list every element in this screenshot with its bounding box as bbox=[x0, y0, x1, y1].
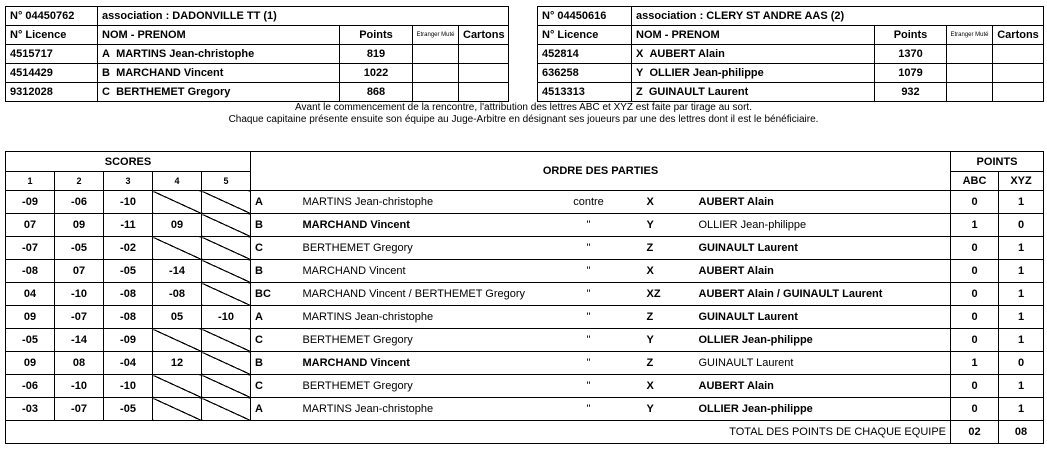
player-letter: Y bbox=[636, 67, 644, 79]
set-score: 09 bbox=[55, 214, 104, 237]
parties-table bbox=[5, 151, 1044, 444]
letter-a: A bbox=[251, 398, 299, 421]
player-name bbox=[98, 45, 340, 64]
separator: " bbox=[535, 283, 643, 306]
set-score: -10 bbox=[104, 375, 153, 398]
separator: " bbox=[535, 398, 643, 421]
col-licence-header: N° Licence bbox=[6, 26, 98, 45]
letter-b: Y bbox=[643, 214, 695, 237]
set-score bbox=[202, 191, 251, 214]
set-score bbox=[202, 329, 251, 352]
team-a-table bbox=[5, 6, 509, 102]
letter-a: A bbox=[251, 306, 299, 329]
set-score: 07 bbox=[55, 260, 104, 283]
player-b: GUINAULT Laurent bbox=[695, 352, 951, 375]
points-abc: 0 bbox=[951, 237, 999, 260]
set-score: -05 bbox=[6, 329, 55, 352]
letter-b: XZ bbox=[643, 283, 695, 306]
col-cartons-header: Cartons bbox=[993, 26, 1044, 45]
letter-b: Z bbox=[643, 237, 695, 260]
team-a-association: association : DADONVILLE TT (1) bbox=[98, 7, 509, 26]
player-b: AUBERT Alain bbox=[695, 375, 951, 398]
set-score: -08 bbox=[104, 283, 153, 306]
letter-b: Y bbox=[643, 329, 695, 352]
points-abc: 1 bbox=[951, 352, 999, 375]
player-a: MARCHAND Vincent bbox=[299, 260, 535, 283]
col-cartons-header: Cartons bbox=[459, 26, 509, 45]
player-letter: Z bbox=[636, 86, 643, 98]
player-b: AUBERT Alain / GUINAULT Laurent bbox=[695, 283, 951, 306]
player-etranger bbox=[947, 64, 993, 83]
set-score: -10 bbox=[55, 283, 104, 306]
set-score bbox=[153, 375, 202, 398]
points-abc: 0 bbox=[951, 283, 999, 306]
points-abc: 0 bbox=[951, 260, 999, 283]
separator: contre bbox=[535, 191, 643, 214]
set-score: -06 bbox=[55, 191, 104, 214]
set-score: -05 bbox=[104, 260, 153, 283]
col-points-header: Points bbox=[340, 26, 413, 45]
xyz-header: XYZ bbox=[999, 172, 1044, 191]
set-score: -11 bbox=[104, 214, 153, 237]
player-a: BERTHEMET Gregory bbox=[299, 375, 535, 398]
points-abc: 0 bbox=[951, 329, 999, 352]
match-row bbox=[6, 283, 1044, 306]
set-score: 09 bbox=[6, 306, 55, 329]
points-xyz: 1 bbox=[999, 306, 1044, 329]
letter-a: B bbox=[251, 260, 299, 283]
points-abc: 0 bbox=[951, 306, 999, 329]
set-header: 5 bbox=[202, 172, 251, 191]
set-score bbox=[202, 237, 251, 260]
set-score: 07 bbox=[6, 214, 55, 237]
team-a-player-row bbox=[6, 64, 509, 83]
player-etranger bbox=[413, 83, 459, 102]
player-name bbox=[632, 45, 875, 64]
player-points: 868 bbox=[340, 83, 413, 102]
set-score: -08 bbox=[104, 306, 153, 329]
set-header: 2 bbox=[55, 172, 104, 191]
player-etranger bbox=[413, 45, 459, 64]
player-a: MARTINS Jean-christophe bbox=[299, 398, 535, 421]
match-row bbox=[6, 214, 1044, 237]
player-b: GUINAULT Laurent bbox=[695, 306, 951, 329]
player-cartons bbox=[459, 64, 509, 83]
letter-a: C bbox=[251, 375, 299, 398]
letter-a: C bbox=[251, 237, 299, 260]
match-row bbox=[6, 375, 1044, 398]
points-xyz: 1 bbox=[999, 375, 1044, 398]
team-b-player-row bbox=[538, 83, 1044, 102]
player-licence: 4513313 bbox=[538, 83, 632, 102]
separator: " bbox=[535, 352, 643, 375]
letter-b: Y bbox=[643, 398, 695, 421]
letter-b: X bbox=[643, 191, 695, 214]
player-points: 932 bbox=[875, 83, 947, 102]
set-score bbox=[153, 398, 202, 421]
player-b: GUINAULT Laurent bbox=[695, 237, 951, 260]
player-licence: 452814 bbox=[538, 45, 632, 64]
total-row bbox=[6, 421, 1044, 444]
team-b-association: association : CLERY ST ANDRE AAS (2) bbox=[632, 7, 1044, 26]
set-score: -09 bbox=[6, 191, 55, 214]
points-xyz: 0 bbox=[999, 214, 1044, 237]
set-score bbox=[153, 329, 202, 352]
set-header: 4 bbox=[153, 172, 202, 191]
letter-b: Z bbox=[643, 352, 695, 375]
letter-b: Z bbox=[643, 306, 695, 329]
letter-a: A bbox=[251, 191, 299, 214]
match-row bbox=[6, 329, 1044, 352]
player-etranger bbox=[947, 45, 993, 64]
team-b-player-row bbox=[538, 64, 1044, 83]
set-score: -10 bbox=[202, 306, 251, 329]
player-letter: X bbox=[636, 48, 644, 60]
player-a: BERTHEMET Gregory bbox=[299, 237, 535, 260]
col-etranger-header: Etranger Muté bbox=[947, 26, 993, 45]
set-header: 3 bbox=[104, 172, 153, 191]
player-name bbox=[98, 83, 340, 102]
points-xyz: 1 bbox=[999, 191, 1044, 214]
total-abc: 02 bbox=[951, 421, 999, 444]
letter-b: X bbox=[643, 260, 695, 283]
points-xyz: 0 bbox=[999, 352, 1044, 375]
ordre-des-parties-header: ORDRE DES PARTIES bbox=[251, 152, 951, 191]
set-score: -06 bbox=[6, 375, 55, 398]
letter-b: X bbox=[643, 375, 695, 398]
match-row bbox=[6, 260, 1044, 283]
player-name bbox=[98, 64, 340, 83]
set-score: 08 bbox=[55, 352, 104, 375]
player-a: MARCHAND Vincent bbox=[299, 214, 535, 237]
player-points: 1079 bbox=[875, 64, 947, 83]
team-b-table bbox=[537, 6, 1044, 102]
team-a-player-row bbox=[6, 45, 509, 64]
col-licence-header: N° Licence bbox=[538, 26, 632, 45]
player-a: MARCHAND Vincent / BERTHEMET Gregory bbox=[299, 283, 535, 306]
total-label: TOTAL DES POINTS DE CHAQUE EQUIPE bbox=[6, 421, 951, 444]
player-licence: 4515717 bbox=[6, 45, 98, 64]
separator: " bbox=[535, 237, 643, 260]
set-score: 09 bbox=[6, 352, 55, 375]
set-score: -08 bbox=[6, 260, 55, 283]
player-name-text: BERTHEMET Gregory bbox=[116, 86, 231, 98]
notice-line-2: Chaque capitaine présente ensuite son équipe au Juge-Arbitre en désignant ses joueurs par une des lettres dont il est le bénéficiaire. bbox=[228, 114, 819, 125]
points-xyz: 1 bbox=[999, 398, 1044, 421]
col-nom-header: NOM - PRENOM bbox=[98, 26, 340, 45]
notice-line-1: Avant le commencement de la rencontre, l'attribution des lettres ABC et XYZ est faite par tirage au sort. bbox=[295, 102, 752, 113]
set-score: -10 bbox=[55, 375, 104, 398]
set-score: -08 bbox=[153, 283, 202, 306]
set-score: -14 bbox=[55, 329, 104, 352]
player-letter: B bbox=[102, 67, 110, 79]
player-name bbox=[632, 64, 875, 83]
set-score bbox=[153, 191, 202, 214]
player-cartons bbox=[993, 45, 1044, 64]
team-b-player-row bbox=[538, 45, 1044, 64]
player-points: 1022 bbox=[340, 64, 413, 83]
set-score: 09 bbox=[153, 214, 202, 237]
team-a-player-row bbox=[6, 83, 509, 102]
player-name-text: AUBERT Alain bbox=[649, 48, 725, 60]
player-licence: 9312028 bbox=[6, 83, 98, 102]
set-score bbox=[202, 260, 251, 283]
team-b-licence-no: N° 04450616 bbox=[538, 7, 632, 26]
player-name-text: MARCHAND Vincent bbox=[116, 67, 224, 79]
set-score: 12 bbox=[153, 352, 202, 375]
set-score: -09 bbox=[104, 329, 153, 352]
letter-a: BC bbox=[251, 283, 299, 306]
set-score: 05 bbox=[153, 306, 202, 329]
set-score bbox=[202, 352, 251, 375]
player-a: BERTHEMET Gregory bbox=[299, 329, 535, 352]
set-score: -04 bbox=[104, 352, 153, 375]
set-score: 04 bbox=[6, 283, 55, 306]
player-a: MARTINS Jean-christophe bbox=[299, 191, 535, 214]
player-b: OLLIER Jean-philippe bbox=[695, 329, 951, 352]
player-etranger bbox=[413, 64, 459, 83]
col-points-header: Points bbox=[875, 26, 947, 45]
player-cartons bbox=[459, 83, 509, 102]
points-abc: 0 bbox=[951, 191, 999, 214]
player-b: OLLIER Jean-philippe bbox=[695, 398, 951, 421]
letter-a: C bbox=[251, 329, 299, 352]
separator: " bbox=[535, 260, 643, 283]
player-cartons bbox=[993, 83, 1044, 102]
player-etranger bbox=[947, 83, 993, 102]
set-score bbox=[202, 214, 251, 237]
col-nom-header: NOM - PRENOM bbox=[632, 26, 875, 45]
player-letter: C bbox=[102, 86, 110, 98]
points-xyz: 1 bbox=[999, 283, 1044, 306]
points-abc: 0 bbox=[951, 398, 999, 421]
player-points: 1370 bbox=[875, 45, 947, 64]
col-etranger-header: Etranger Muté bbox=[413, 26, 459, 45]
points-xyz: 1 bbox=[999, 260, 1044, 283]
player-letter: A bbox=[102, 48, 110, 60]
letter-a: B bbox=[251, 352, 299, 375]
match-row bbox=[6, 352, 1044, 375]
scores-header: SCORES bbox=[6, 152, 251, 172]
points-abc: 0 bbox=[951, 375, 999, 398]
player-licence: 636258 bbox=[538, 64, 632, 83]
separator: " bbox=[535, 214, 643, 237]
set-score bbox=[153, 237, 202, 260]
player-name-text: OLLIER Jean-philippe bbox=[649, 67, 764, 79]
match-row bbox=[6, 398, 1044, 421]
set-score: -07 bbox=[6, 237, 55, 260]
player-b: OLLIER Jean-philippe bbox=[695, 214, 951, 237]
set-score bbox=[202, 283, 251, 306]
player-b: AUBERT Alain bbox=[695, 260, 951, 283]
match-row bbox=[6, 191, 1044, 214]
team-a-licence-no: N° 04450762 bbox=[6, 7, 98, 26]
set-score: -03 bbox=[6, 398, 55, 421]
player-a: MARCHAND Vincent bbox=[299, 352, 535, 375]
player-points: 819 bbox=[340, 45, 413, 64]
points-abc: 1 bbox=[951, 214, 999, 237]
player-name-text: GUINAULT Laurent bbox=[648, 86, 749, 98]
abc-header: ABC bbox=[951, 172, 999, 191]
player-name-text: MARTINS Jean-christophe bbox=[116, 48, 255, 60]
match-row bbox=[6, 306, 1044, 329]
set-score: -07 bbox=[55, 398, 104, 421]
set-score bbox=[202, 398, 251, 421]
set-score: -05 bbox=[55, 237, 104, 260]
set-header: 1 bbox=[6, 172, 55, 191]
player-licence: 4514429 bbox=[6, 64, 98, 83]
player-cartons bbox=[459, 45, 509, 64]
player-name bbox=[632, 83, 875, 102]
total-xyz: 08 bbox=[999, 421, 1044, 444]
player-b: AUBERT Alain bbox=[695, 191, 951, 214]
points-header: POINTS bbox=[951, 152, 1044, 172]
points-xyz: 1 bbox=[999, 329, 1044, 352]
points-xyz: 1 bbox=[999, 237, 1044, 260]
player-a: MARTINS Jean-christophe bbox=[299, 306, 535, 329]
set-score: -14 bbox=[153, 260, 202, 283]
set-score: -07 bbox=[55, 306, 104, 329]
separator: " bbox=[535, 375, 643, 398]
set-score bbox=[202, 375, 251, 398]
match-row bbox=[6, 237, 1044, 260]
separator: " bbox=[535, 329, 643, 352]
set-score: -10 bbox=[104, 191, 153, 214]
letter-a: B bbox=[251, 214, 299, 237]
separator: " bbox=[535, 306, 643, 329]
player-cartons bbox=[993, 64, 1044, 83]
set-score: -05 bbox=[104, 398, 153, 421]
set-score: -02 bbox=[104, 237, 153, 260]
